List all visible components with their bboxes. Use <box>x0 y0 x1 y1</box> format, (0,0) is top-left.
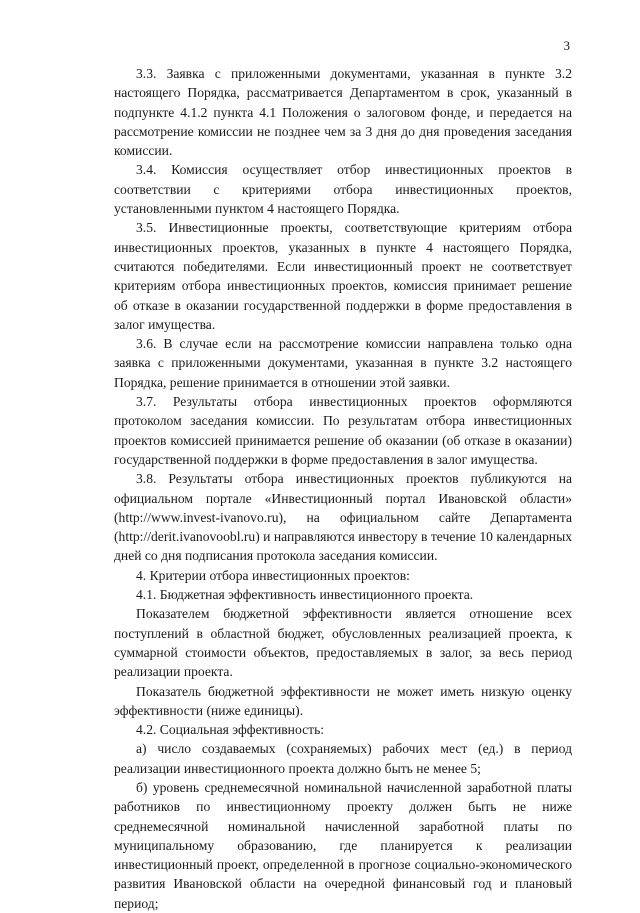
paragraph-3-6: 3.6. В случае если на рассмотрение комиссии направлена только одна заявка с приложенными документами, указанная в пункте 3.2 настоящего Порядка, решение принимается в отношении этой заявки. <box>114 336 572 390</box>
paragraph-4-1: 4.1. Бюджетная эффективность инвестиционного проекта. <box>136 587 474 603</box>
paragraph-3-5: 3.5. Инвестиционные проекты, соответствующие критериям отбора инвестиционных проектов, указанных в пункте 4 настоящего Порядка, считаются победителями. Если инвестиционный проект не соответствует критериям отбора инвестиционных проектов, комиссия принимает решение об отказе в оказании государственной поддержки в форме предоставления в залог имущества. <box>114 220 572 332</box>
document-body <box>114 64 572 913</box>
paragraph-4-2-a: а) число создаваемых (сохраняемых) рабочих мест (ед.) в период реализации инвестиционного проекта должно быть не менее 5; <box>114 741 572 776</box>
paragraph-3-3: 3.3. Заявка с приложенными документами, указанная в пункте 3.2 настоящего Порядка, рассматривается Департаментом в срок, указанный в подпункте 4.1.2 пункта 4.1 Положения о залоговом фонде, и передается на рассмотрение комиссии не позднее чем за 3 дня до дня проведения заседания комиссии. <box>114 66 572 159</box>
section-4-heading: 4. Критерии отбора инвестиционных проектов: <box>136 567 410 583</box>
paragraph-3-4: 3.4. Комиссия осуществляет отбор инвестиционных проектов в соответствии с критериями отбора инвестиционных проектов, установленными пунктом 4 настоящего Порядка. <box>114 162 572 217</box>
paragraph-4-1-indicator: Показателем бюджетной эффективности является отношение всех поступлений в областной бюджет, обусловленных реализацией проекта, к суммарной стоимости объектов, предоставляемых в залог, за весь период реализации проекта. <box>114 606 572 680</box>
paragraph-4-2: 4.2. Социальная эффективность: <box>136 722 325 738</box>
page-number: 3 <box>563 38 570 53</box>
paragraph-4-2-b: б) уровень среднемесячной номинальной начисленной заработной платы работников по инвестиционному проекту должен быть не ниже среднемесячной номинальной начисленной заработной платы по муниципальному образованию, где планируется к реализации инвестиционный проект, определенной в прогнозе социально-экономического развития Ивановской области на очередной финансовый год и плановый период; <box>114 779 572 911</box>
paragraph-3-8: 3.8. Результаты отбора инвестиционных проектов публикуются на официальном портале «Инвестиционный портал Ивановской области» (http://www.invest-ivanovo.ru), на официальном сайте Департамента (http://derit.ivanovoobl.ru) и направляются инвестору в течение 10 календарных дней со дня подписания протокола заседания комиссии. <box>114 471 572 564</box>
paragraph-3-7: 3.7. Результаты отбора инвестиционных проектов оформляются протоколом заседания комиссии. По результатам отбора инвестиционных проектов комиссией принимается решение об оказании (об отказе в оказании) государственной поддержки в форме предоставления в залог имущества. <box>114 394 572 467</box>
paragraph-4-1-threshold: Показатель бюджетной эффективности не может иметь низкую оценку эффективности (ниже единицы). <box>114 683 572 718</box>
